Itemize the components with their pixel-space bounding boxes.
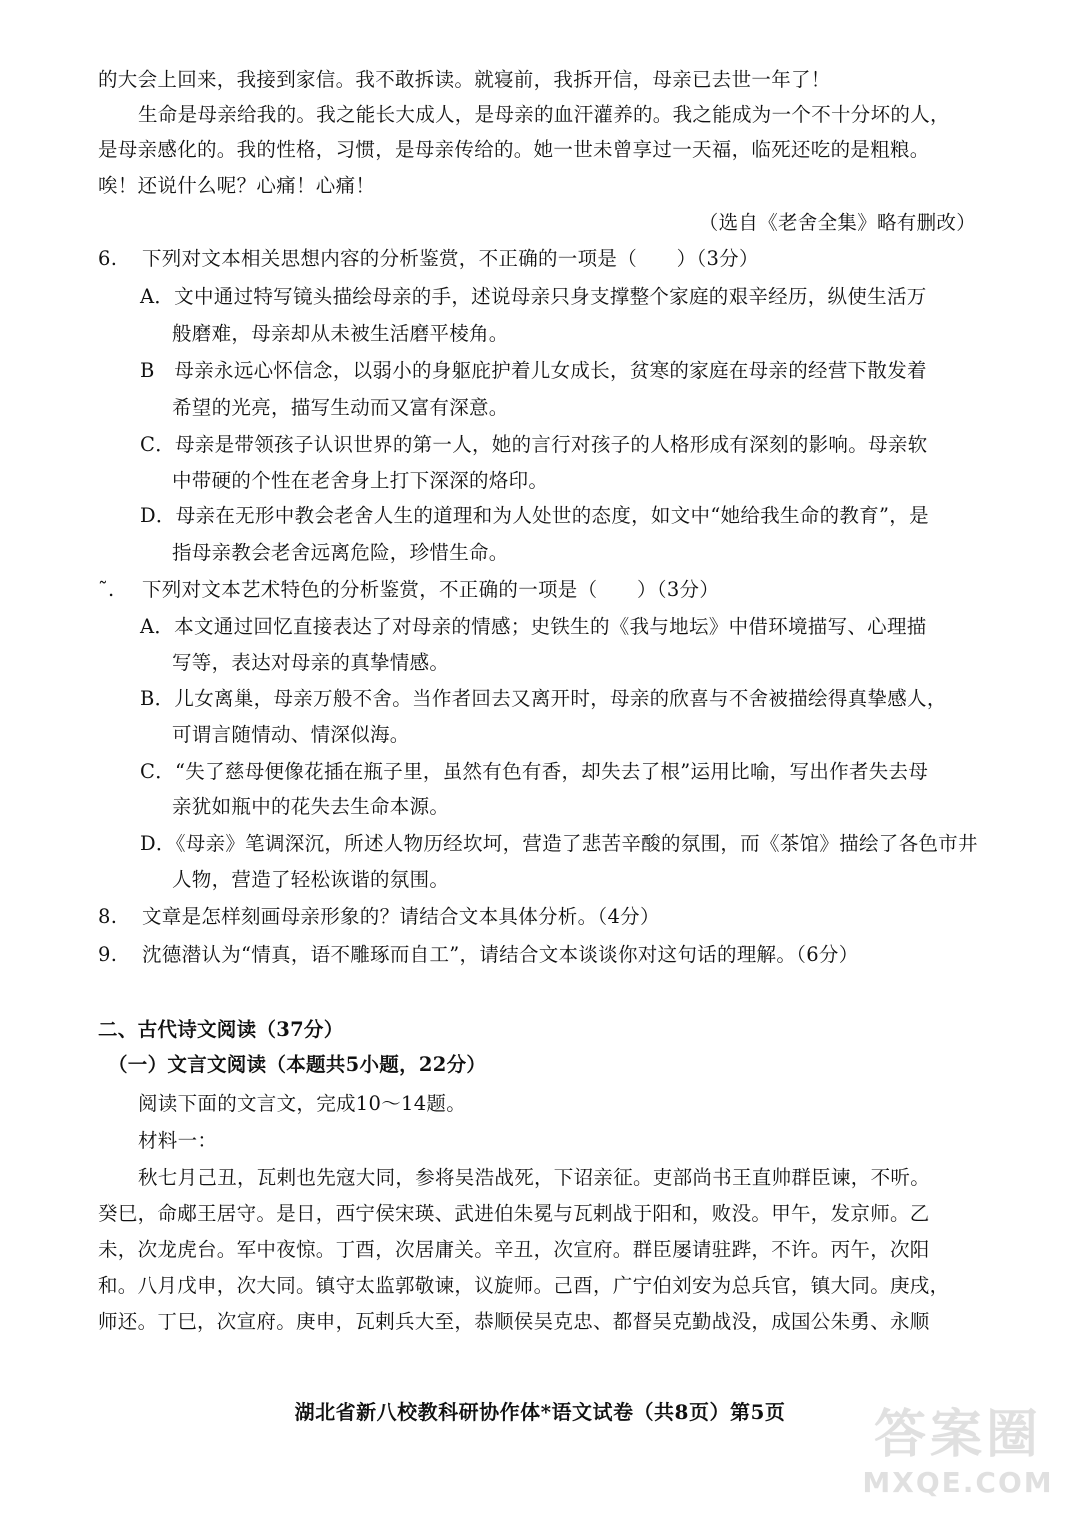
question-number: 6. (98, 247, 118, 270)
question-9 (98, 937, 998, 972)
classical-text-line: 癸巳，命郕王居守。是日，西宁侯宋瑛、武进伯朱冕与瓦剌战于阳和，败没。甲午，发京师。乙 (98, 1202, 930, 1225)
page-footer: 湖北省新八校教科研协作体*语文试卷（共8页）第5页 (294, 1400, 786, 1424)
instruction: 阅读下面的文言文，完成10～14题。 (138, 1092, 467, 1115)
option-a: A．本文通过回忆直接表达了对母亲的情感；史铁生的《我与地坛》中借环境描写、心理描 (140, 615, 927, 638)
option-a-cont: 写等，表达对母亲的真挚情感。 (172, 651, 450, 674)
question-stem: 下列对文本艺术特色的分析鉴赏，不正确的一项是（ ）（3分） (142, 578, 720, 601)
passage-line: 生命是母亲给我的。我之能长大成人，是母亲的血汗灌养的。我之能成为一个不十分坏的人， (138, 103, 950, 126)
question-number: 9. (98, 943, 118, 966)
option-c-cont: 中带硬的个性在老舍身上打下深深的烙印。 (172, 469, 549, 492)
question-8 (98, 899, 998, 934)
option-c-cont: 亲犹如瓶中的花失去生命本源。 (172, 795, 450, 818)
option-b: B．儿女离巢，母亲万般不舍。当作者回去又离开时，母亲的欣喜与不舍被描绘得真挚感人， (140, 687, 947, 710)
option-d: D．母亲在无形中教会老舍人生的道理和为人处世的态度，如文中“她给我生命的教育”，是 (140, 504, 929, 527)
question-6 (98, 241, 998, 276)
option-c: C．“失了慈母便像花插在瓶子里，虽然有色有香，却失去了根”运用比喻，写出作者失去母 (140, 760, 929, 783)
passage-line: 是母亲感化的。我的性格，习惯，是母亲传给的。她一世未曾享过一天福，临死还吃的是粗粮。 (98, 138, 930, 161)
option-b: B 母亲永远心怀信念，以弱小的身躯庇护着儿女成长，贫寒的家庭在母亲的经营下散发着 (140, 359, 927, 382)
watermark-text: 答案圈 (873, 1404, 1042, 1465)
passage-source: （选自《老舍全集》略有删改） (698, 211, 976, 234)
classical-text-line: 和。八月戊申，次大同。镇守太监郭敬谏，议旋师。己酉，广宁伯刘安为总兵官，镇大同。庚戌， (98, 1274, 950, 1297)
option-a: A．文中通过特写镜头描绘母亲的手，述说母亲只身支撑整个家庭的艰辛经历，纵使生活万 (140, 285, 927, 308)
question-stem: 下列对文本相关思想内容的分析鉴赏，不正确的一项是（ ）（3分） (142, 247, 759, 270)
question-number: 8. (98, 905, 118, 928)
question-7 (98, 572, 998, 607)
classical-text-line: 师还。丁巳，次宣府。庚申，瓦剌兵大至，恭顺侯吴克忠、都督吴克勤战没，成国公朱勇、永顺 (98, 1310, 930, 1333)
option-b-cont: 希望的光亮，描写生动而又富有深意。 (172, 396, 509, 419)
option-a-cont: 般磨难，母亲却从未被生活磨平棱角。 (172, 322, 509, 345)
classical-text-line: 秋七月己丑，瓦剌也先寇大同，参将吴浩战死，下诏亲征。吏部尚书王直帅群臣谏，不听。 (138, 1166, 931, 1189)
classical-text-line: 未，次龙虎台。军中夜惊。丁酉，次居庸关。辛丑，次宣府。群臣屡请驻跸，不许。丙午，次阳 (98, 1238, 930, 1261)
question-number: ˜. (98, 578, 115, 601)
option-d-cont: 人物，营造了轻松诙谐的氛围。 (172, 868, 450, 891)
option-c: C．母亲是带领孩子认识世界的第一人，她的言行对孩子的人格形成有深刻的影响。母亲软 (140, 433, 928, 456)
passage-line: 唉！还说什么呢？心痛！心痛！ (98, 174, 376, 197)
subsection-title: （一）文言文阅读（本题共5小题，22分） (108, 1053, 487, 1076)
material-label: 材料一： (138, 1129, 218, 1152)
question-stem: 沈德潜认为“情真，语不雕琢而自工”，请结合文本谈谈你对这句话的理解。（6分） (142, 943, 859, 966)
passage-line: 的大会上回来，我接到家信。我不敢拆读。就寝前，我拆开信，母亲已去世一年了！ (98, 68, 831, 91)
option-d: D．《母亲》笔调深沉，所述人物历经坎坷，营造了悲苦辛酸的氛围，而《茶馆》描绘了各色市井 (140, 832, 978, 855)
option-d-cont: 指母亲教会老舍远离危险，珍惜生命。 (172, 541, 509, 564)
watermark-url: MXQE.COM (862, 1466, 1054, 1499)
watermark-logo (858, 1404, 1058, 1514)
option-b-cont: 可谓言随情动、情深似海。 (172, 723, 410, 746)
section-title: 二、古代诗文阅读（37分） (98, 1018, 344, 1041)
question-stem: 文章是怎样刻画母亲形象的？请结合文本具体分析。（4分） (142, 905, 660, 928)
